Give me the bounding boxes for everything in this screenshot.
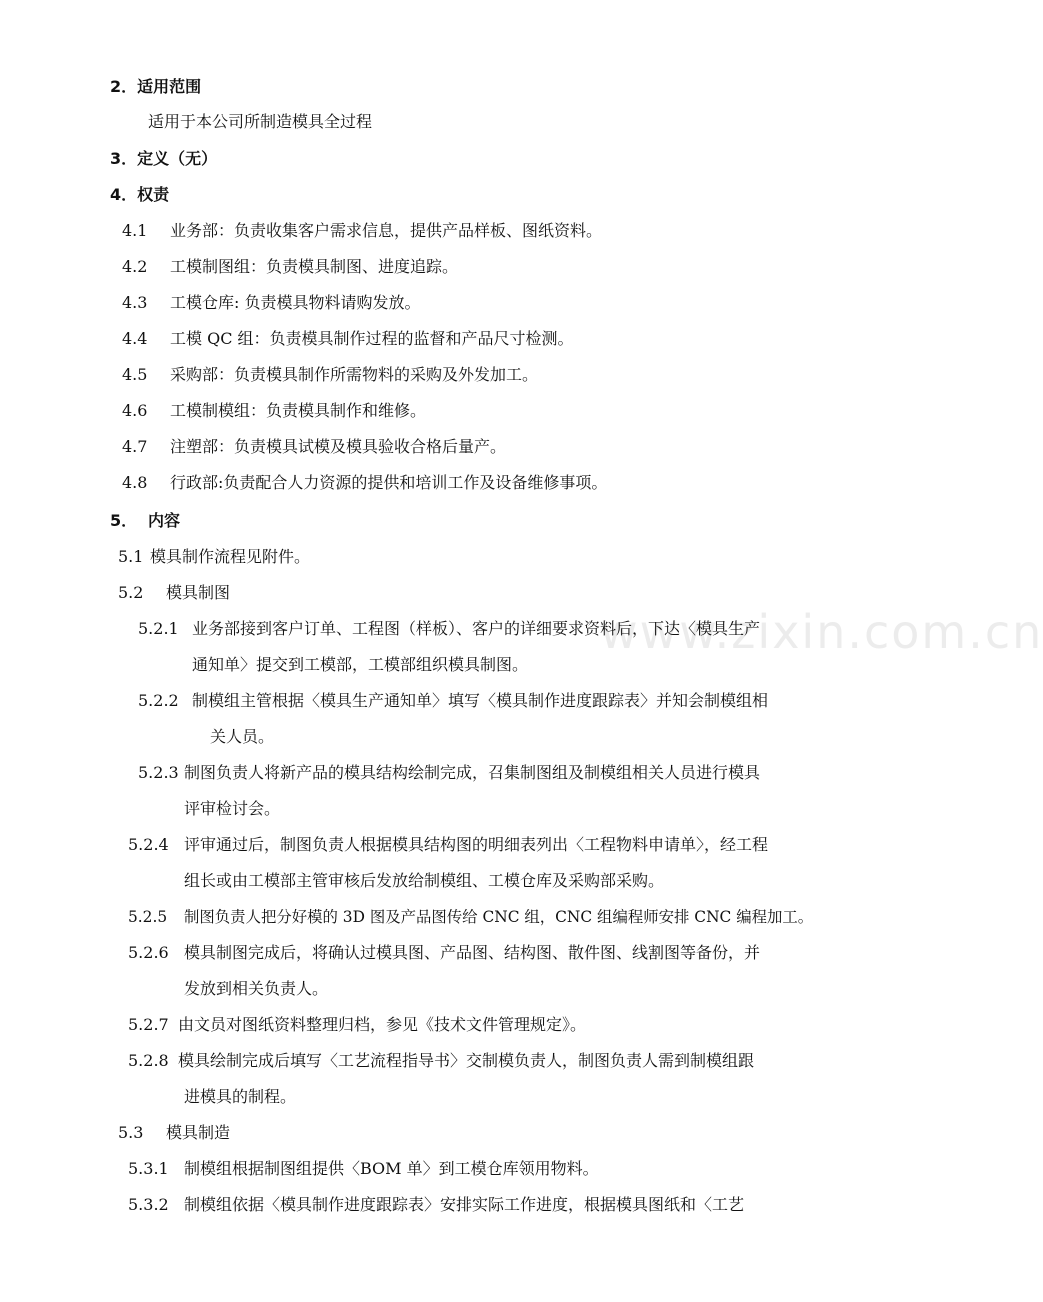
continuation-line (192, 654, 528, 676)
item-number: 4.3 (122, 293, 148, 312)
item-number: 5.2.5 (128, 908, 168, 926)
item-text: 工模制图组：负责模具制图、进度追踪。 (170, 257, 459, 276)
item-number: 5.2.3 (138, 763, 179, 782)
heading-responsibility (110, 184, 169, 206)
subsection-item (138, 618, 760, 640)
heading-text: 定义（无） (137, 149, 218, 168)
item-text: 模具制造 (166, 1123, 231, 1142)
list-item (122, 364, 538, 386)
item-number: 4.4 (122, 329, 148, 348)
heading-number: 2． (110, 77, 138, 96)
list-item (122, 400, 426, 422)
item-text: 采购部：负责模具制作所需物料的采购及外发加工。 (170, 365, 539, 384)
subsection-item (128, 906, 813, 928)
subsection-item (128, 834, 768, 856)
item-number: 4.8 (122, 473, 148, 492)
item-text: 业务部：负责收集客户需求信息，提供产品样板、图纸资料。 (170, 221, 603, 240)
item-number: 5.3 (118, 1123, 144, 1142)
item-number: 4.2 (122, 257, 148, 276)
continuation-line (184, 798, 280, 820)
item-number: 4.7 (122, 437, 148, 456)
item-number: 5.2.1 (138, 619, 179, 638)
watermark: www.zixin.com.cn (600, 605, 1043, 659)
item-number: 4.6 (122, 401, 148, 420)
item-text: 工模仓库: 负责模具物料请购发放。 (170, 293, 421, 312)
subsection-item (128, 1194, 744, 1216)
continuation-line (184, 870, 664, 892)
item-text: 进模具的制程。 (184, 1087, 297, 1106)
item-number: 5.1 (118, 547, 144, 566)
item-number: 4.5 (122, 365, 148, 384)
heading-content (110, 510, 180, 532)
item-text: 模具绘制完成后填写〈工艺流程指导书〉交制模负责人，制图负责人需到制模组跟 (178, 1051, 755, 1070)
item-text: 制图负责人将新产品的模具结构绘制完成，召集制图组及制模组相关人员进行模具 (184, 763, 761, 782)
heading-number: 5． (110, 511, 138, 530)
heading-text: 内容 (148, 511, 181, 530)
list-item (122, 256, 458, 278)
item-text: 制模组依据〈模具制作进度跟踪表〉安排实际工作进度，根据模具图纸和〈工艺 (184, 1195, 745, 1214)
item-number: 5.2 (118, 583, 144, 602)
heading-text: 权责 (137, 185, 170, 204)
item-text: 评审检讨会。 (184, 799, 281, 818)
list-item (122, 436, 506, 458)
section-item (118, 546, 310, 568)
continuation-line (210, 726, 274, 748)
item-text: 工模 QC 组：负责模具制作过程的监督和产品尺寸检测。 (170, 329, 574, 348)
continuation-line (184, 978, 328, 1000)
item-number: 5.2.8 (128, 1051, 169, 1070)
item-text: 工模制模组：负责模具制作和维修。 (170, 401, 427, 420)
section-item (118, 1122, 230, 1144)
subsection-item (128, 942, 760, 964)
item-text: 业务部接到客户订单、工程图（样板）、客户的详细要求资料后，下达〈模具生产 (192, 619, 761, 638)
subsection-item (128, 1014, 586, 1036)
item-number: 5.2.2 (138, 691, 179, 710)
paragraph-scope (148, 111, 372, 133)
continuation-line (184, 1086, 296, 1108)
section-item (118, 582, 230, 604)
item-text: 行政部:负责配合人力资源的提供和培训工作及设备维修事项。 (170, 473, 608, 492)
item-number: 5.2.4 (128, 835, 169, 854)
heading-text: 适用范围 (137, 77, 202, 96)
item-text: 模具制图完成后，将确认过模具图、产品图、结构图、散件图、线割图等备份，并 (184, 943, 761, 962)
item-text: 注塑部：负责模具试模及模具验收合格后量产。 (170, 437, 507, 456)
item-number: 5.2.6 (128, 943, 169, 962)
list-item (122, 292, 420, 314)
item-text: 模具制图 (166, 583, 231, 602)
item-number: 5.2.7 (128, 1015, 169, 1034)
item-text: 制模组根据制图组提供〈BOM 单〉到工模仓库领用物料。 (184, 1159, 599, 1178)
list-item (122, 220, 602, 242)
item-text: 组长或由工模部主管审核后发放给制模组、工模仓库及采购部采购。 (184, 871, 665, 890)
subsection-item (138, 690, 768, 712)
subsection-item (128, 1158, 599, 1180)
item-text: 制模组主管根据〈模具生产通知单〉填写〈模具制作进度跟踪表〉并知会制模组相 (192, 691, 769, 710)
heading-definition (110, 148, 217, 170)
item-text: 关人员。 (210, 727, 275, 746)
heading-number: 3． (110, 149, 138, 168)
item-text: 制图负责人把分好模的 3D 图及产品图传给 CNC 组，CNC 组编程师安排 CNC 编程加工。 (184, 908, 814, 926)
heading-number: 4． (110, 185, 138, 204)
paragraph-text: 适用于本公司所制造模具全过程 (148, 112, 373, 131)
item-text: 模具制作流程见附件。 (150, 547, 311, 566)
item-text: 由文员对图纸资料整理归档，参见《技术文件管理规定》。 (178, 1015, 587, 1034)
subsection-item (138, 762, 760, 784)
list-item (122, 472, 607, 494)
item-number: 5.3.1 (128, 1159, 169, 1178)
heading-scope (110, 76, 201, 98)
subsection-item (128, 1050, 754, 1072)
item-number: 4.1 (122, 221, 148, 240)
item-text: 发放到相关负责人。 (184, 979, 329, 998)
item-number: 5.3.2 (128, 1195, 169, 1214)
item-text: 通知单〉提交到工模部，工模部组织模具制图。 (192, 655, 529, 674)
list-item (122, 328, 574, 350)
item-text: 评审通过后，制图负责人根据模具结构图的明细表列出〈工程物料申请单〉，经工程 (184, 835, 769, 854)
